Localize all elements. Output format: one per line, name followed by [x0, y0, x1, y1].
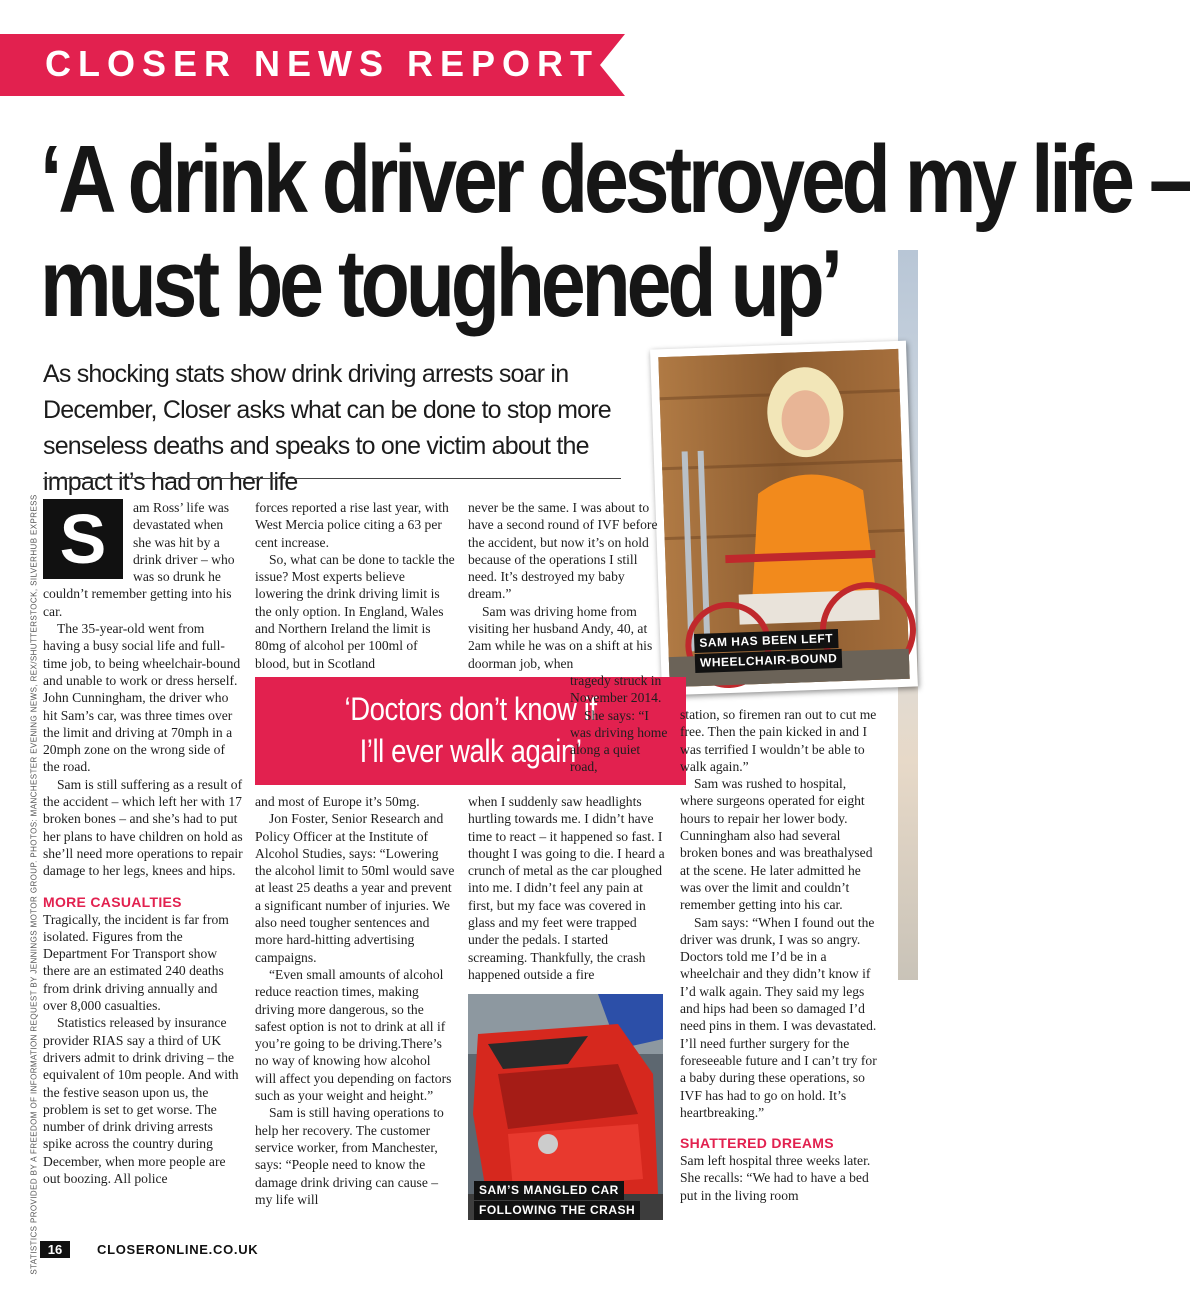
photo-car-caption-line-1: SAM’S MANGLED CAR	[474, 1181, 624, 1200]
vertical-credit: STATISTICS PROVIDED BY A FREEDOM OF INFORMATION REQUEST BY JENNINGS MOTOR GROUP. PHOTOS: MANCHESTER EVENING NEWS, REX/SHUTTERSTOCK, SILVERHUB EXPRESS	[29, 494, 39, 1275]
column-1	[43, 499, 243, 1187]
dropcap: S	[43, 499, 123, 579]
standfirst-divider	[43, 478, 621, 479]
column-2-top	[255, 499, 455, 672]
section-banner-label: CLOSER NEWS REPORT	[45, 43, 600, 84]
col3-paragraph-3: tragedy struck in November 2014.	[570, 673, 662, 706]
column-3-bottom	[468, 793, 668, 983]
col1-paragraph-4: Tragically, the incident is far from isolated. Figures from the Department For Transport show there are an estimated 240 deaths from drink driving annually and over 8,000 casualties.	[43, 911, 229, 1014]
photo-sam-caption-line-1: SAM HAS BEEN LEFT	[694, 629, 838, 653]
photo-sam-caption	[694, 629, 843, 674]
col2-paragraph-2: So, what can be done to tackle the issue? Most experts believe lowering the drink driving limit is the only option. In England, Wales and Northern Ireland the limit is 80mg of alcohol per 100ml of blood, but in Scotland	[255, 551, 455, 671]
headline-line-1: ‘A drink driver destroyed my life –	[40, 126, 1190, 233]
headline-line-2: must be toughened up’	[40, 230, 839, 337]
col3-paragraph-1: never be the same. I was about to have a second round of IVF before the accident, but now it’s on hold because of the operations I still need. It’s destroyed my baby dream.”	[468, 500, 658, 602]
col2-paragraph-1: forces reported a rise last year, with West Mercia police citing a 63 per cent increase.	[255, 500, 449, 550]
col1-paragraph-5: Statistics released by insurance provider RIAS say a third of UK drivers admit to drink driving – the equivalent of 10m people. And with the festive season upon us, the problem is set to get worse. The number of drink driving arrests spike across the country during December, when more people are out boozing. All police	[43, 1015, 239, 1186]
col2-paragraph-4: Jon Foster, Senior Research and Policy Officer at the Institute of Alcohol Studies, says: “Lowering the alcohol limit to 50ml would save at least 25 deaths a year and prevent a significant number of injuries. We also need tougher sentences and more hard-hitting advertising campaigns.	[255, 811, 455, 965]
pull-quote-line-1: ‘Doctors don’t know if	[344, 691, 597, 727]
photo-sam-caption-line-2: WHEELCHAIR-BOUND	[695, 649, 843, 673]
photo-car-caption	[474, 1181, 640, 1221]
col1-paragraph-2: The 35-year-old went from having a busy social life and full-time job, to being wheelchair-bound and unable to work or dress herself. John Cunningham, the driver who hit Sam’s car, was three times over the limit and driving at 70mph in a 20mph zone on the wrong side of the road.	[43, 621, 241, 775]
col2-paragraph-5: “Even small amounts of alcohol reduce reaction times, making driving more dangerous, so the safest option is not to drink at all if you’re going to be driving.There’s no way of knowing how alcohol will affect you depending on factors such as your weight and height.”	[255, 966, 452, 1104]
col3-paragraph-5: when I suddenly saw headlights hurtling towards me. I didn’t have time to react – it happened so fast. I thought I was going to die. I heard a crunch of metal as the car ploughed into me. I didn’t feel any pain at first, but my face was covered in glass and my feet were trapped under the pedals. I started screaming. Thankfully, the crash happened outside a fire	[468, 794, 665, 982]
col1-paragraph-1: am Ross’ life was devastated when she was hit by a drink driver – who was so drunk he couldn’t remember getting into his car.	[43, 500, 235, 619]
col2-paragraph-3: and most of Europe it’s 50mg.	[255, 794, 420, 809]
column-3-top	[468, 499, 668, 672]
column-2-bottom	[255, 793, 455, 1208]
col3-paragraph-2: Sam was driving home from visiting her husband Andy, 40, at 2am while he was on a shift at his doorman job, when	[468, 603, 653, 671]
photo-car-caption-line-2: FOLLOWING THE CRASH	[474, 1201, 640, 1220]
column-3-wrap	[570, 672, 670, 776]
col1-paragraph-3: Sam is still suffering as a result of the accident – which left her with 17 broken bones – and she’s had to put her plans to have children on hold as she’ll need more operations to repair damage to her legs, knees and hips.	[43, 776, 243, 879]
headline	[40, 126, 1190, 337]
column-4	[680, 706, 880, 1204]
subhead-more-casualties: MORE CASUALTIES	[43, 893, 182, 910]
site-url: CLOSERONLINE.CO.UK	[97, 1242, 259, 1257]
col4-paragraph-4: Sam left hospital three weeks later. She recalls: “We had to have a bed put in the living room	[680, 1153, 871, 1203]
standfirst: As shocking stats show drink driving arrests soar in December, Closer asks what can be done to stop more senseless deaths and speaks to one victim about the impact it’s had on her life	[43, 360, 611, 496]
col4-paragraph-1: station, so firemen ran out to cut me free. Then the pain kicked in and I was terrified I wouldn’t be able to walk again.”	[680, 707, 877, 774]
page-number: 16	[40, 1241, 70, 1258]
col3-paragraph-4: She says: “I was driving home along a quiet road,	[570, 707, 668, 775]
col4-paragraph-2: Sam was rushed to hospital, where surgeons operated for eight hours to repair her lower body. Cunningham also had several broken bones and was breathalysed at the scene. He later admitted he was over the limit and couldn’t remember getting into his car.	[680, 776, 873, 913]
col2-paragraph-6: Sam is still having operations to help her recovery. The customer service worker, from Manchester, says: “People need to know the damage drink driving can cause – my life will	[255, 1105, 444, 1207]
col4-paragraph-3: Sam says: “When I found out the driver was drunk, I was so angry. Doctors told me I’d be in a wheelchair and they didn’t know if I’d walk again. They said my legs and hips had been so damaged I’d need pins in them. I was devastated. I’ll need further surgery for the foreseeable future and I can’t try for a baby during these operations, so IVF has had to go on hold. It’s heartbreaking.”	[680, 914, 877, 1120]
pull-quote-line-2: I’ll ever walk again’	[359, 733, 582, 769]
subhead-shattered-dreams: SHATTERED DREAMS	[680, 1135, 834, 1152]
